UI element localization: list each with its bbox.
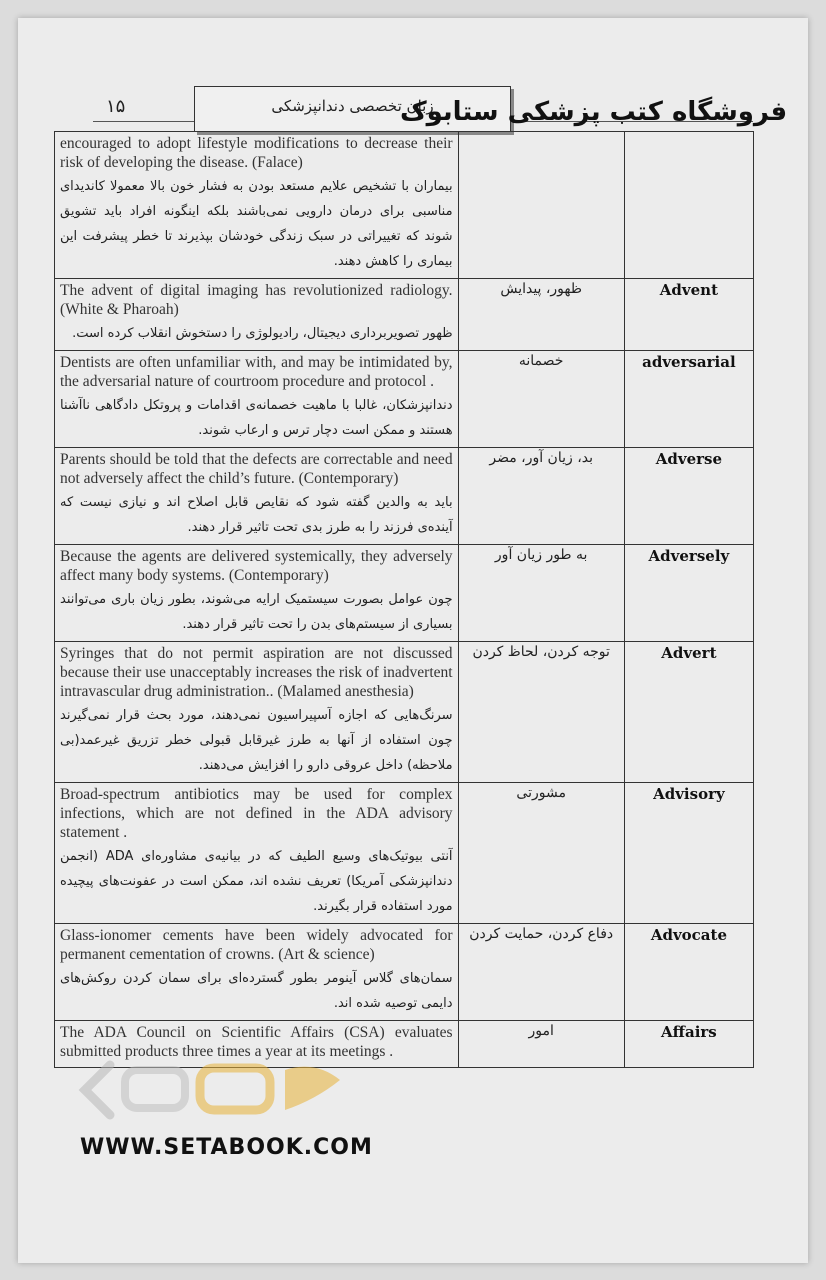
table-row — [55, 132, 754, 279]
meaning-cell: به طور زیان آور — [458, 545, 624, 642]
term-cell: adversarial — [624, 351, 753, 448]
store-watermark-text: فروشگاه کتب پزشکی ستابوک — [400, 97, 788, 127]
term-cell: Adverse — [624, 448, 753, 545]
setabook-logo — [70, 1050, 360, 1130]
term-cell: Affairs — [624, 1021, 753, 1068]
example-persian: سرنگ‌هایی که اجازه آسپیراسیون نمی‌دهند، مورد بحث قرار نمی‌گیرند چون استفاده از آنها به طرز غیرقابل قبولی خطر تزریق غیرعمد(بی ملاحظه) داخل عروقی دارو را افزایش می‌دهند. — [60, 708, 453, 773]
table-row — [55, 279, 754, 351]
example-cell — [55, 642, 459, 783]
example-persian: سمان‌های گلاس آینومر بطور گسترده‌ای برای سمان کردن روکش‌های دایمی توصیه شده اند. — [60, 971, 453, 1011]
term-cell: Advocate — [624, 924, 753, 1021]
table-row — [55, 783, 754, 924]
example-persian: آنتی بیوتیک‌های وسیع الطیف که در بیانیه‌ی مشاوره‌ای ADA (انجمن دندانپزشکی آمریکا) تعریف نشده اند، ممکن است در عفونت‌های پیچیده مورد استفاده قرار بگیرند. — [60, 849, 453, 914]
example-persian: دندانپزشکان، غالبا با ماهیت خصمانه‌ی اقدامات و پروتکل دادگاهی ناآشنا هستند و ممکن است دچار ترس و ارعاب شوند. — [60, 398, 453, 438]
example-english: The ADA Council on Scientific Affairs (CSA) evaluates submitted products three times a year at its meetings . — [60, 1024, 453, 1060]
term-cell: Advent — [624, 279, 753, 351]
meaning-cell: خصمانه — [458, 351, 624, 448]
meaning-cell: امور — [458, 1021, 624, 1068]
example-cell — [55, 448, 459, 545]
meaning-cell: توجه کردن، لحاظ کردن — [458, 642, 624, 783]
example-cell — [55, 545, 459, 642]
table-row — [55, 448, 754, 545]
term-cell: Advert — [624, 642, 753, 783]
meaning-cell: ظهور، پیدایش — [458, 279, 624, 351]
example-cell — [55, 132, 459, 279]
term-cell — [624, 132, 753, 279]
example-english: Dentists are often unfamiliar with, and may be intimidated by, the adversarial nature of courtroom procedure and protocol . — [60, 354, 453, 390]
term-cell: Adversely — [624, 545, 753, 642]
example-english: Parents should be told that the defects are correctable and need not adversely affect the child’s future. (Contemporary) — [60, 451, 453, 487]
vocabulary-table — [54, 131, 754, 1068]
example-cell — [55, 783, 459, 924]
example-persian: بیماران با تشخیص علایم مستعد بودن به فشار خون بالا معمولا کاندیدای مناسبی برای درمان دارویی نمی‌باشند بلکه اینگونه افراد باید تشویق شوند که تغییراتی در سبک زندگی خودشان بپذیرند تا خطر پیشرفت این بیماری را کاهش دهند. — [60, 179, 453, 269]
header-title: زبان تخصصی دندانپزشکی — [271, 97, 434, 115]
term-cell: Advisory — [624, 783, 753, 924]
example-persian: چون عوامل بصورت سیستمیک ارایه می‌شوند، بطور زیان باری می‌توانند بسیاری از سیستم‌های بدن را تحت تاثیر قرار دهند. — [60, 592, 453, 632]
table-row — [55, 351, 754, 448]
page-number: ۱۵ — [106, 96, 126, 117]
example-english: Syringes that do not permit aspiration are not discussed because their use unacceptably increases the risk of inadvertent intravascular drug administration.. (Malamed anesthesia) — [60, 645, 453, 700]
table-row — [55, 642, 754, 783]
example-cell — [55, 351, 459, 448]
example-cell — [55, 924, 459, 1021]
meaning-cell — [458, 132, 624, 279]
example-english: Broad-spectrum antibiotics may be used for complex infections, which are not defined in the ADA advisory statement . — [60, 786, 453, 841]
example-english: Because the agents are delivered systemically, they adversely affect many body systems. (Contemporary) — [60, 548, 453, 584]
meaning-cell: مشورتی — [458, 783, 624, 924]
table-row — [55, 545, 754, 642]
example-persian: ظهور تصویربرداری دیجیتال، رادیولوژی را دستخوش انقلاب کرده است. — [72, 326, 453, 341]
example-cell — [55, 279, 459, 351]
example-persian: باید به والدین گفته شود که نقایص قابل اصلاح اند و نیازی نیست که آینده‌ی فرزند را به طرز بدی تحت تاثیر قرار دهند. — [60, 495, 453, 535]
meaning-cell: دفاع کردن، حمایت کردن — [458, 924, 624, 1021]
website-url: WWW.SETABOOK.COM — [80, 1135, 373, 1160]
meaning-cell: بد، زیان آور، مضر — [458, 448, 624, 545]
example-english: Glass-ionomer cements have been widely advocated for permanent cementation of crowns. (Art & science) — [60, 927, 453, 963]
table-row — [55, 924, 754, 1021]
example-english: encouraged to adopt lifestyle modifications to decrease their risk of developing the disease. (Falace) — [60, 135, 453, 171]
example-english: The advent of digital imaging has revolutionized radiology. (White & Pharoah) — [60, 282, 453, 318]
